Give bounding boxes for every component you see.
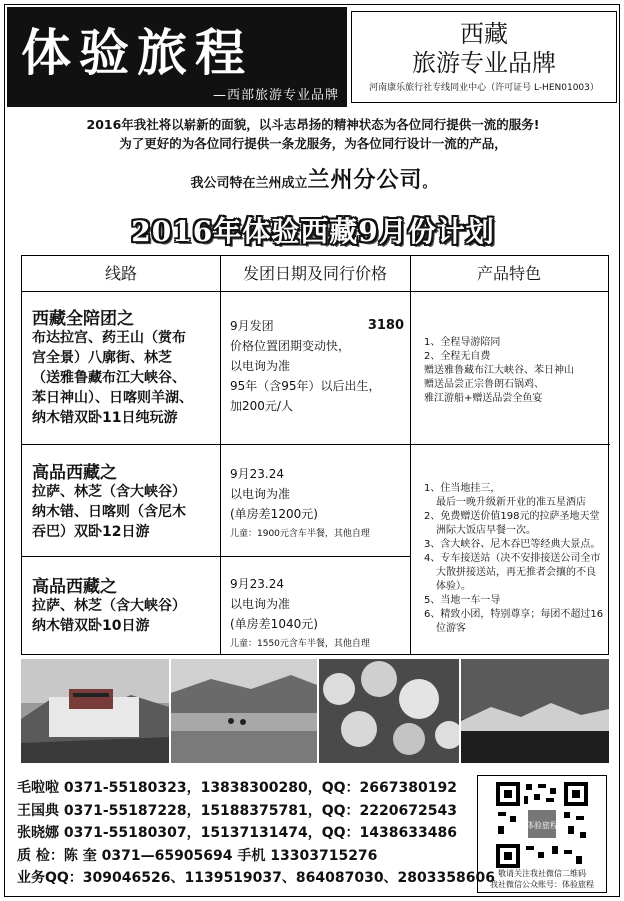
price-cell [230,464,404,544]
price-cell [230,316,404,416]
feature-line: 赠送雅鲁藏布江大峡谷、苯日神山 [424,365,574,376]
contact-line: 王国典 0371-55187228，15188375781，QQ：2220672543 [17,802,457,819]
feature-line: 最后一晚升级新开业的准五星酒店 [436,497,586,508]
plan-title: 2016年体验西藏9月份计划 [131,215,495,248]
route-desc-line: 布达拉宫、药王山（赏布 [32,330,186,346]
price-note: 以电询为准 [230,597,291,611]
row-divider [22,444,610,445]
feature-line: 1、全程导游陪同 [424,337,501,348]
depart-date: 9月23.24 [230,467,284,481]
feature-line: 1、住当地挂三， [424,483,501,494]
route-desc [32,482,186,542]
route-desc-line: 纳木错双卧11日纯玩游 [32,410,178,426]
route-desc-line: 拉萨、林芝（含大峡谷） [32,598,186,614]
feature-line: 雅江游船+赠送品尝全鱼宴 [424,393,543,404]
header-features: 产品特色 [410,256,608,292]
feature-line: 6、精致小团，特别尊享；每团不超过16 [424,609,604,620]
route-desc-line: 拉萨、林芝（含大峡谷） [32,484,186,500]
feature-line: 体验）。 [436,581,471,592]
flyer-page [4,4,620,897]
license-info: 河南康乐旅行社专线同业中心（许可证号 L-HEN01003） [369,83,599,93]
route-desc-line: 苯日神山）、日喀则羊湖、 [32,390,193,406]
depart-date: 9月23.24 [230,577,284,591]
price-note: 价格位置团期变动快， [230,339,351,353]
route-title: 高品西藏之 [32,463,117,483]
feature-line: 赠送品尝正宗鲁朗石锅鸡、 [424,379,544,390]
contact-list [17,777,495,890]
route-desc-line: 吞巴）双卧12日游 [32,524,150,540]
child-price: 儿童：1900元含车半餐，其他自理 [230,529,370,539]
row-divider [22,556,410,557]
contact-line: 业务QQ：309046526、1139519037、864087030、2803358606 [17,870,495,886]
photo-trees [319,659,459,763]
price-note: 以电询为准 [230,359,291,373]
feature-line: 洲际大饭店早餐一次。 [436,525,536,536]
col-divider [220,256,221,654]
brand-logo-text: 体验旅程 [21,23,253,82]
feature-line: 4、专车接送站（决不安排接送公司全市 [424,553,601,564]
price-note: (单房差1200元) [230,507,318,521]
wechat-qr-box [477,775,607,893]
qr-center-logo: 体验旅程 [526,821,558,830]
intro-text [5,115,621,153]
child-price: 儿童：1550元含车半餐，其他自理 [230,639,370,649]
contact-line: 质 检：陈 奎 0371—65905694 手机 13303715276 [17,847,378,864]
route-title: 西藏全陪团之 [32,309,134,329]
qr-caption [478,868,606,890]
slogan-line-1: 西藏 [460,20,508,48]
feature-line: 2、免费赠送价值198元的拉萨圣地天堂 [424,511,600,522]
route-desc-line: （送雅鲁藏布江大峡谷、 [32,370,186,386]
col-divider [410,256,411,654]
header-date-price: 发团日期及同行价格 [220,256,410,292]
photo-lake-horses [171,659,317,763]
intro-line-3 [5,163,621,194]
route-desc [32,596,186,636]
brand-banner [7,7,347,107]
features-2 [424,482,606,636]
feature-line: 3、含大峡谷、尼木吞巴等经典大景点。 [424,539,601,550]
price-note: 加200元/人 [230,399,293,413]
features-1 [424,336,606,406]
itinerary-table [21,255,609,655]
intro-prefix: 我公司特在兰州成立 [190,176,308,191]
route-desc-line: 宫全景）八廓街、林芝 [32,350,172,366]
price-value: 3180 [367,318,404,333]
route-desc [32,328,193,428]
photo-potala-palace [21,659,169,763]
price-note: 95年（含95年）以后出生， [230,379,381,393]
feature-line: 位游客 [436,623,466,634]
brand-slogan-box [351,11,617,103]
route-desc-line: 纳木错双卧10日游 [32,618,150,634]
photo-mountains [461,659,609,763]
photo-strip [21,659,609,763]
route-title: 高品西藏之 [32,577,117,597]
brand-subtitle: —西部旅游专业品牌 [212,88,339,103]
slogan-line-2: 旅游专业品牌 [412,49,556,77]
contact-line: 毛啦啦 0371-55180323，13838300280，QQ：2667380192 [17,780,457,796]
route-desc-line: 纳木错、日喀则（含尼木 [32,504,186,520]
feature-line: 5、当地一车一导 [424,595,501,606]
depart-date: 9月发团 [230,319,274,333]
header-route: 线路 [22,256,220,292]
branch-name: 兰州分公司 [307,168,423,193]
intro-line-2: 为了更好的为各位同行提供一条龙服务，为各位同行设计一流的产品， [119,136,507,151]
price-note: 以电询为准 [230,487,291,501]
contact-line: 张晓娜 0371-55180307，15137131474，QQ：1438633486 [17,825,457,841]
price-cell [230,574,404,654]
feature-line: 2、全程无自费 [424,351,491,362]
qr-code-icon[interactable] [494,780,590,870]
feature-line: 大散拼接送站，再无推者会攘的不良 [436,567,596,578]
price-note: (单房差1040元) [230,617,318,631]
intro-line-1: 2016年我社将以崭新的面貌，以斗志昂扬的精神状态为各位同行提供一流的服务! [86,117,540,132]
intro-suffix: 。 [422,176,436,191]
qr-caption-2: 我社微信公众账号：体验旅程 [490,880,594,889]
qr-caption-1: 敬请关注我社微信二维码 [498,869,586,878]
